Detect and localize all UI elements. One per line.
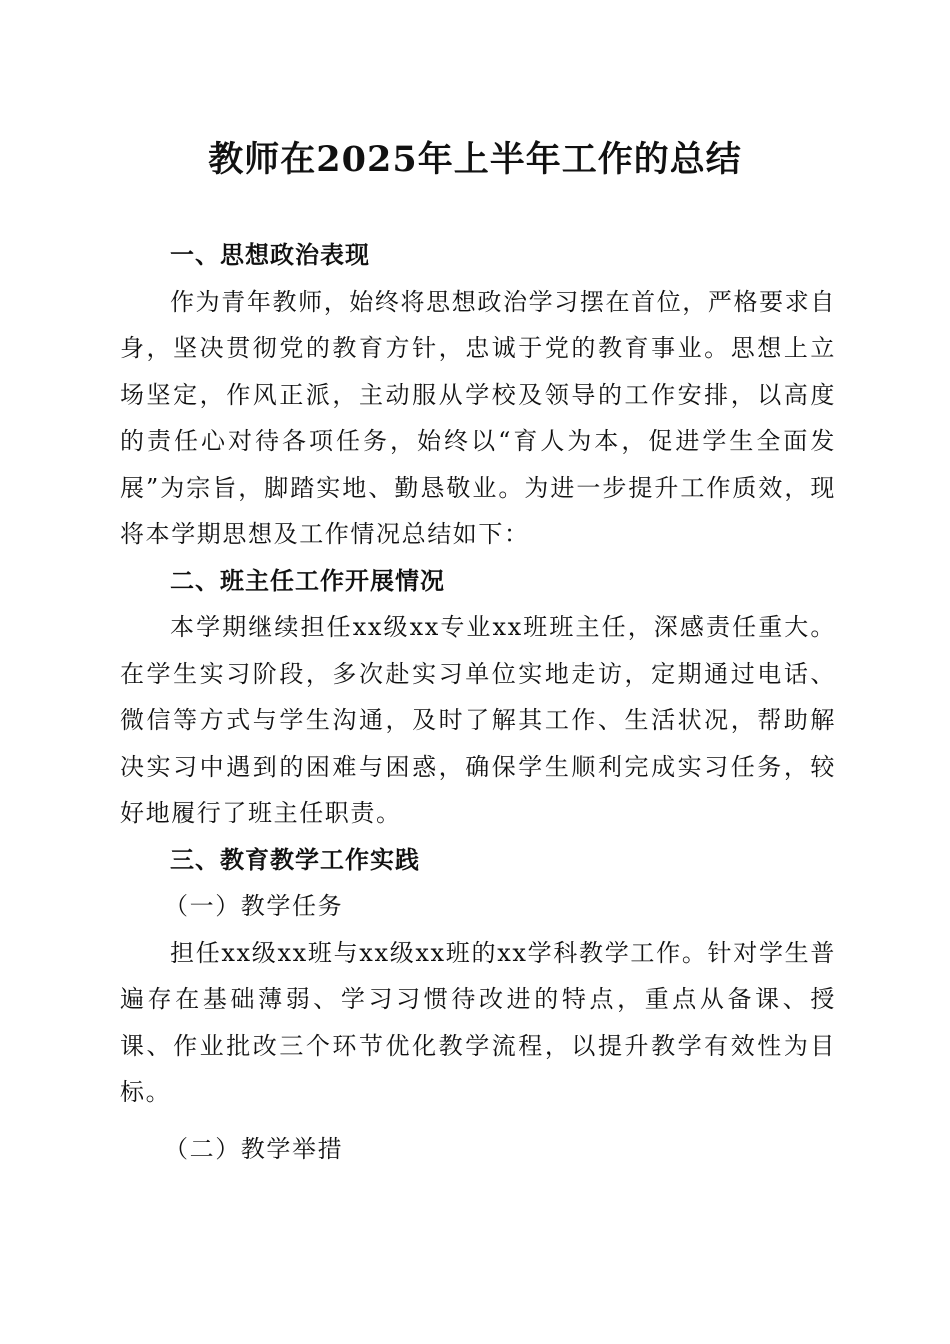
section-heading-2: 二、班主任工作开展情况 (170, 566, 445, 595)
document-title: 教师在2025年上半年工作的总结 (208, 139, 742, 180)
section-paragraph-2: 本学期继续担任xx级xx专业xx班班主任，深感责任重大。在学生实习阶段，多次赴实习单位实地走访，定期通过电话、微信等方式与学生沟通，及时了解其工作、生活状况，帮助解决实习中遇到的困难与困惑，确保学生顺利完成实习任务，较好地履行了班主任职责。 (120, 613, 836, 827)
section-paragraph-1: 作为青年教师，始终将思想政治学习摆在首位，严格要求自身，坚决贯彻党的教育方针，忠诚于党的教育事业。思想上立场坚定，作风正派，主动服从学校及领导的工作安排，以高度的责任心对待各项任务，始终以“育人为本，促进学生全面发展”为宗旨，脚踏实地、勤恳敬业。为进一步提升工作质效，现将本学期思想及工作情况总结如下： (120, 287, 836, 548)
subsection-heading-2: （二）教学举措 (164, 1134, 344, 1163)
section-heading-3: 三、教育教学工作实践 (170, 845, 420, 874)
document-body (120, 232, 836, 1172)
subsection-heading-1: （一）教学任务 (164, 892, 344, 920)
subsection-paragraph-1: 担任xx级xx班与xx级xx班的xx学科教学工作。针对学生普遍存在基础薄弱、学习习惯待改进的特点，重点从备课、授课、作业批改三个环节优化教学流程，以提升教学有效性为目标。 (120, 938, 836, 1106)
section-heading-1: 一、思想政治表现 (170, 241, 370, 269)
